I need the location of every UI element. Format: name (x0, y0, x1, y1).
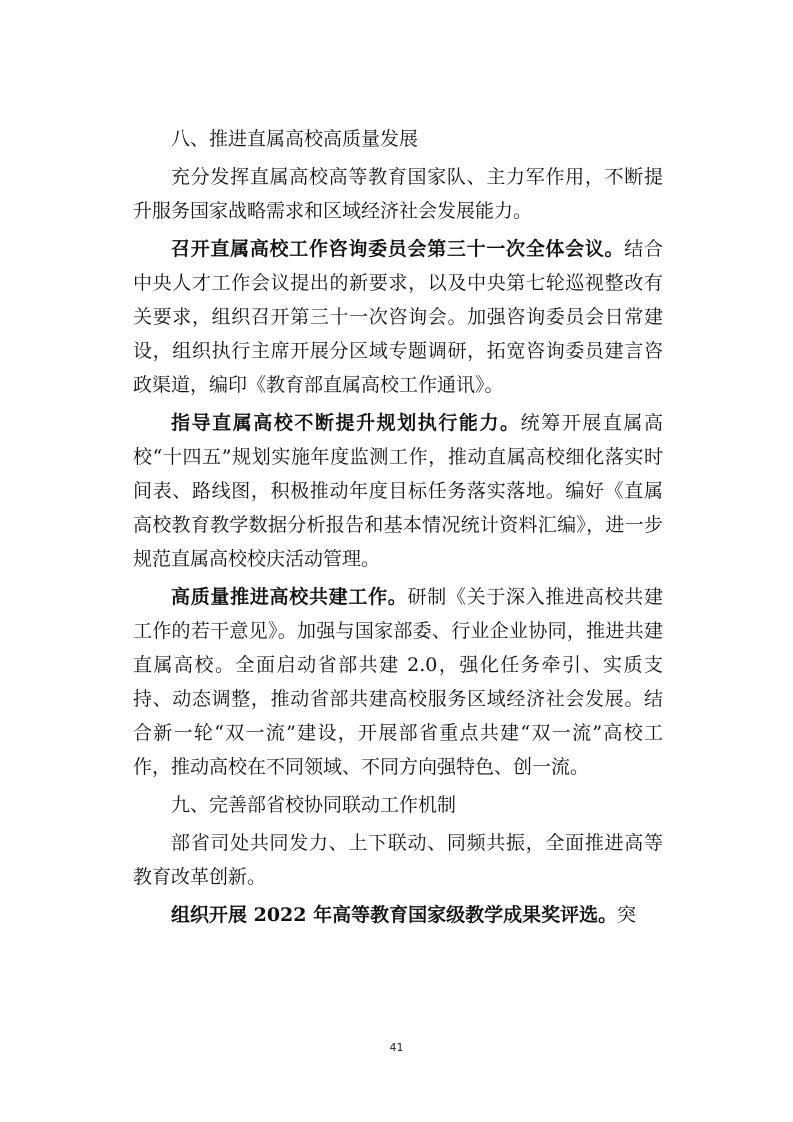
page-content (133, 122, 663, 936)
paragraph-lead: 召开直属高校工作咨询委员会第三十一次全体会议。 (171, 238, 625, 260)
paragraph-lead: 组织开展 2022 年高等教育国家级教学成果奖评选。 (171, 904, 618, 926)
paragraph-lead: 高质量推进高校共建工作。 (171, 586, 408, 608)
paragraph-consultation-meeting (133, 232, 663, 402)
paragraph-planning-capability (133, 406, 663, 576)
section-heading-9: 九、完善部省校协同联动工作机制 (171, 794, 457, 816)
paragraph-body: 研制《关于深入推进高校共建工作的若干意见》。加强与国家部委、行业企业协同，推进共建直属高校。全面启动省部共建 2.0，强化任务牵引、实质支持、动态调整，推动省部共建高校服务区域经济社会发展。结合新一轮“双一流”建设，开展部省重点共建“双一流”高校工作，推动高校在不同领域、不同方向强特色、创一流。 (133, 586, 663, 778)
section-heading-8: 八、推进直属高校高质量发展 (171, 128, 419, 150)
section-9-intro: 部省司处共同发力、上下联动、同频共振，全面推进高等教育改革创新。 (133, 832, 663, 888)
page-number: 41 (389, 1041, 404, 1054)
paragraph-body: 突 (617, 904, 637, 926)
paragraph-body: 统筹开展直属高校“十四五”规划实施年度监测工作，推动直属高校细化落实时间表、路线图，积极推动年度目标任务落实落地。编好《直属高校教育教学数据分析报告和基本情况统计资料汇编》，进一步规范直属高校校庆活动管理。 (133, 412, 663, 570)
paragraph-teaching-award (133, 898, 663, 932)
paragraph-co-construction (133, 580, 663, 784)
section-8-intro: 充分发挥直属高校高等教育国家队、主力军作用，不断提升服务国家战略需求和区域经济社会发展能力。 (133, 166, 663, 222)
paragraph-body: 结合中央人才工作会议提出的新要求，以及中央第七轮巡视整改有关要求，组织召开第三十一次咨询会。加强咨询委员会日常建设，组织执行主席开展分区域专题调研，拓宽咨询委员建言咨政渠道，编印《教育部直属高校工作通讯》。 (133, 238, 663, 396)
paragraph-lead: 指导直属高校不断提升规划执行能力。 (171, 412, 521, 434)
